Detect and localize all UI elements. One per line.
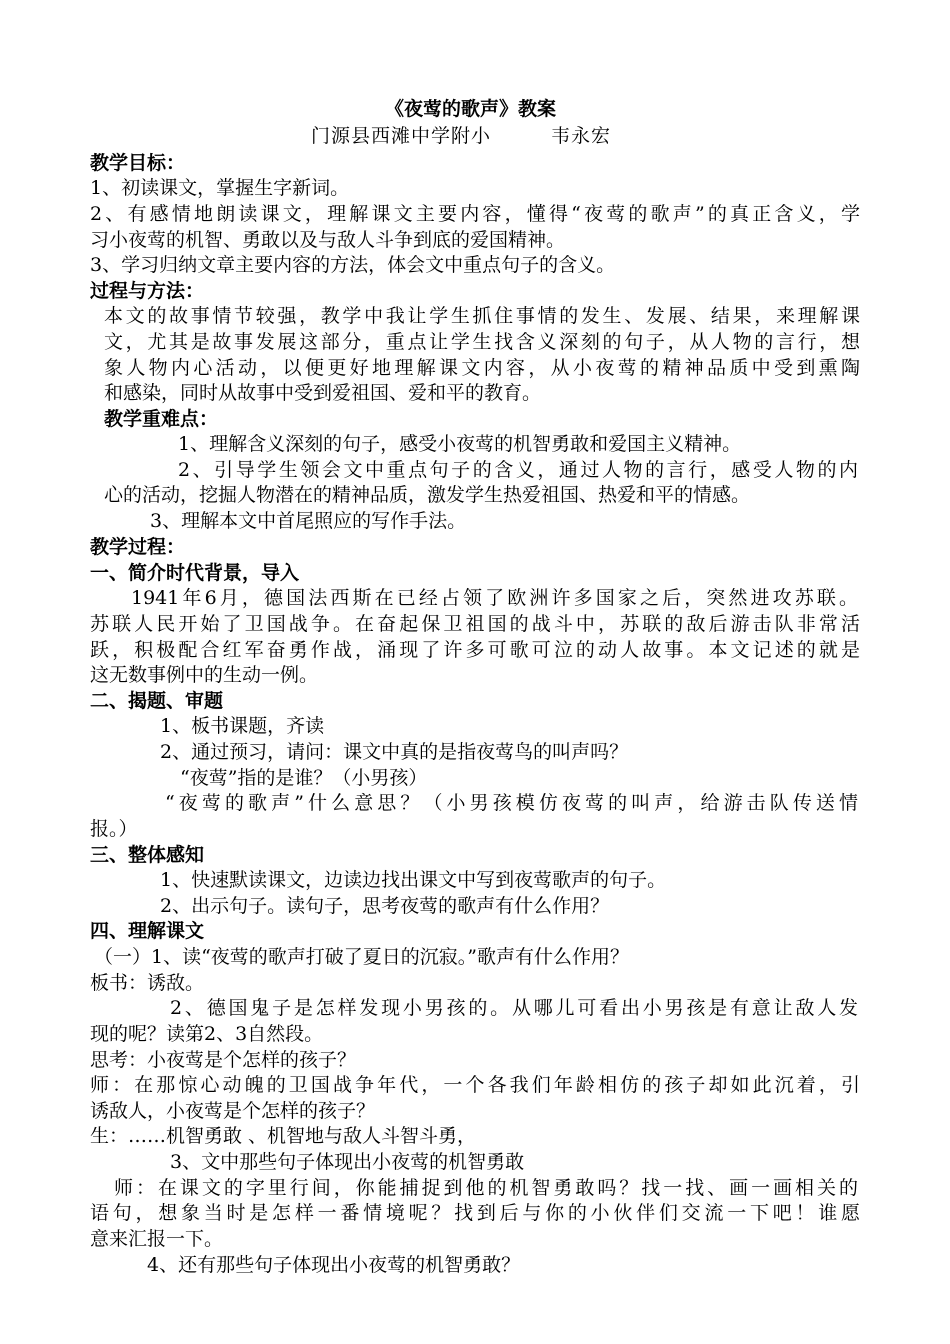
author-line: 门源县西滩中学附小 韦永宏	[311, 125, 612, 147]
goals-line: 1、初读课文，掌握生字新词。	[90, 177, 350, 199]
section-line: 诱敌人，小夜莺是个怎样的孩子？	[90, 1100, 376, 1122]
section-line: 报。）	[90, 818, 138, 840]
section-line: 语句，想象当时是怎样一番情境呢？找到后与你的小伙伴们交流一下吧！谁愿	[90, 1202, 860, 1224]
process-method-line: 文，尤其是故事发展这部分，重点让学生找含义深刻的句子，从人物的言行，想	[104, 331, 860, 353]
section-line: 思考：小夜莺是个怎样的孩子？	[90, 1049, 357, 1071]
goals-line: 2、有感情地朗读课文，理解课文主要内容，懂得“夜莺的歌声”的真正含义，学	[90, 203, 860, 225]
key-points-line: 2、引导学生领会文中重点句子的含义，通过人物的言行，感受人物的内	[178, 459, 858, 481]
section-line: “夜莺”指的是谁？（小男孩）	[180, 767, 428, 789]
section-line: 师：在那惊心动魄的卫国战争年代，一个各我们年龄相仿的孩子却如此沉着，引	[90, 1074, 860, 1096]
section-line: 板书：诱敌。	[90, 972, 205, 994]
section-line: 2、出示句子。读句子，思考夜莺的歌声有什么作用？	[160, 895, 610, 917]
key-points-line: 3、理解本文中首尾照应的写作手法。	[150, 510, 467, 532]
section-line: 1941年6月，德国法西斯在已经占领了欧洲许多国家之后，突然进攻苏联。	[131, 587, 858, 609]
section-line: 现的呢？读第2、3自然段。	[90, 1023, 324, 1045]
section-line: 1、板书课题，齐读	[160, 715, 325, 737]
section-line: 1、快速默读课文，边读边找出课文中写到夜莺歌声的句子。	[160, 869, 667, 891]
section-line: 跃，积极配合红军奋勇作战，涌现了许多可歌可泣的动人故事。本文记述的就是	[90, 639, 860, 661]
section-line: 4、还有那些句子体现出小夜莺的机智勇敢？	[147, 1254, 521, 1276]
process-method-line: 本文的故事情节较强，教学中我让学生抓住事情的发生、发展、结果，来理解课	[104, 305, 860, 327]
goals-heading: 教学目标：	[90, 152, 186, 174]
process-method-line: 和感染，同时从故事中受到爱祖国、爱和平的教育。	[104, 382, 542, 404]
section-line: 3、文中那些句子体现出小夜莺的机智勇敢	[170, 1151, 525, 1173]
section-heading: 四、理解课文	[90, 920, 205, 942]
section-line: （一）1、读“夜莺的歌声打破了夏日的沉寂。”歌声有什么作用？	[94, 946, 630, 968]
goals-line: 习小夜莺的机智、勇敢以及与敌人斗争到底的爱国精神。	[90, 229, 566, 251]
teaching-process-heading: 教学过程：	[90, 536, 186, 558]
key-points-line: 1、理解含义深刻的句子，感受小夜莺的机智勇敢和爱国主义精神。	[178, 433, 742, 455]
key-points-heading: 教学重难点：	[104, 408, 219, 430]
section-heading: 三、整体感知	[90, 844, 205, 866]
section-line: 2、德国鬼子是怎样发现小男孩的。从哪儿可看出小男孩是有意让敌人发	[170, 997, 858, 1019]
section-heading: 一、简介时代背景，导入	[90, 562, 300, 584]
section-line: 2、通过预习，请问：课文中真的是指夜莺鸟的叫声吗？	[160, 741, 629, 763]
section-line: “夜莺的歌声”什么意思？（小男孩模仿夜莺的叫声，给游击队传送情	[165, 792, 858, 814]
section-line: 苏联人民开始了卫国战争。在奋起保卫祖国的战斗中，苏联的敌后游击队非常活	[90, 613, 860, 635]
section-heading: 二、揭题、审题	[90, 690, 224, 712]
section-line: 生：……机智勇敢 、机智地与敌人斗智斗勇，	[90, 1125, 477, 1147]
section-line: 师：在课文的字里行间，你能捕捉到他的机智勇敢吗？找一找、画一画相关的	[114, 1177, 858, 1199]
process-method-line: 象人物内心活动，以便更好地理解课文内容，从小夜莺的精神品质中受到熏陶	[104, 357, 860, 379]
process-method-heading: 过程与方法：	[90, 280, 205, 302]
key-points-line: 心的活动，挖掘人物潜在的精神品质，激发学生热爱祖国、热爱和平的情感。	[104, 484, 751, 506]
section-line: 这无数事例中的生动一例。	[90, 664, 319, 686]
document-title: 《夜莺的歌声》教案	[385, 98, 557, 120]
goals-line: 3、学习归纳文章主要内容的方法，体会文中重点句子的含义。	[90, 254, 616, 276]
section-line: 意来汇报一下。	[90, 1228, 224, 1250]
